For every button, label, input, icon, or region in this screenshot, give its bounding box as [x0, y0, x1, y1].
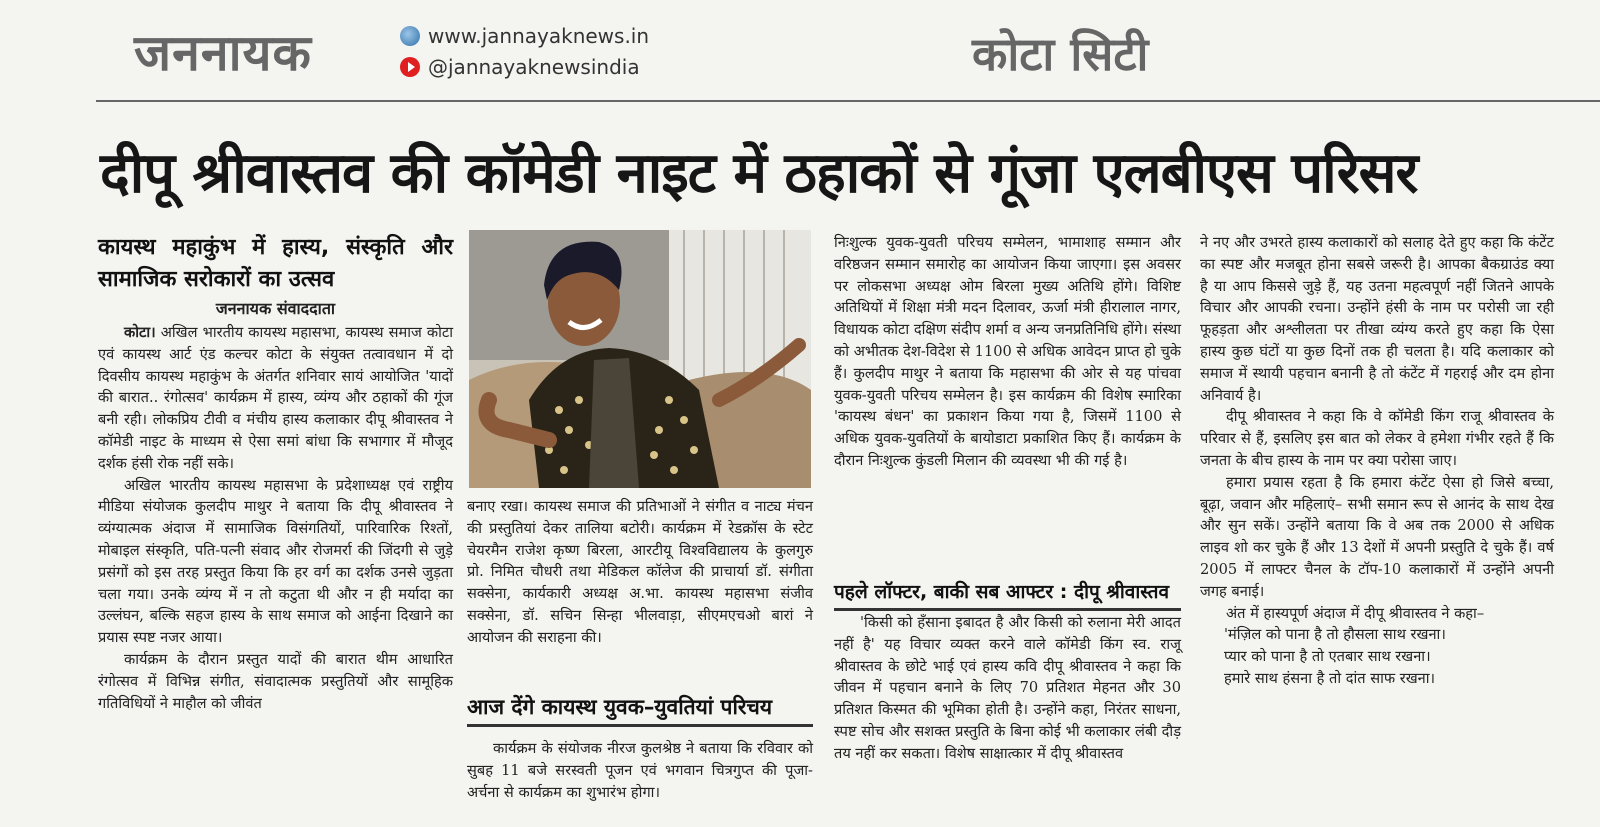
contact-info	[400, 20, 649, 82]
paragraph-9: दीपू श्रीवास्तव ने कहा कि वे कॉमेडी किंग राजू श्रीवास्तव के परिवार से हैं, इसलिए इस बात को लेकर वे हमेशा गंभीर रहते हैं कि जनता के बीच हास्य के नाम पर क्या परोसा जाए।	[1200, 408, 1554, 469]
globe-icon	[400, 26, 420, 46]
youtube-icon	[400, 57, 420, 77]
paragraph-10: हमारा प्रयास रहता है कि हमारा कंटेंट ऐसा हो जिसे बच्चा, बूढ़ा, जवान और महिलाएं– सभी समान रूप से आनंद के साथ देख और सुन सकें। उन्होंने बताया कि वे अब तक 2000 से अधिक लाइव शो कर चुके हैं और 13 देशों में अपनी प्रस्तुति दे चुके हैं। वर्ष 2005 में लाफ्टर चैनल के टॉप-10 कलाकारों में उन्होंने अपनी जगह बनाई।	[1200, 473, 1554, 600]
poem-line-3: हमारे साथ हंसना है तो दांत साफ रखना।	[1224, 669, 1436, 687]
paragraph-3: कार्यक्रम के दौरान प्रस्तुत यादों की बारात थीम आधारित रंगोत्सव में विभिन्न संगीत, संवादात्मक प्रस्तुतियों और सामूहिक गतिविधियों ने माहौल को जीवंत	[98, 650, 453, 712]
column-3-bottom	[834, 612, 1181, 765]
subheading-3: पहले लॉफ्टर, बाकी सब आफ्टर : दीपू श्रीवास्तव	[834, 576, 1181, 611]
masthead-divider	[96, 100, 1600, 102]
subheading-2: आज देंगे कायस्थ युवक–युवतियां परिचय	[467, 690, 813, 727]
comedian-photo-illustration	[469, 230, 811, 488]
column-1	[98, 232, 453, 714]
website-link[interactable]: www.jannayaknews.in	[428, 23, 650, 48]
column-2-bottom	[467, 738, 813, 803]
paragraph-1: अखिल भारतीय कायस्थ महासभा, कायस्थ समाज कोटा एवं कायस्थ आर्ट एंड कल्चर कोटा के संयुक्त तत्वावधान में दो दिवसीय कायस्थ महाकुंभ के अंतर्गत शनिवार सायं आयोजित 'यादों की बारात.. रंगोत्सव' कार्यक्रम में हास्य, व्यंग्य और ठहाकों की गूंज बनी रही। लोकप्रिय टीवी व मंचीय हास्य कलाकार दीपू श्रीवास्तव ने कॉमेडी नाइट के माध्यम से ऐसा समां बांधा कि सभागार में मौजूद दर्शक हंसी रोक नहीं सके।	[98, 324, 454, 472]
column-4	[1200, 232, 1554, 690]
newspaper-name: जननायक	[134, 24, 312, 82]
byline: जननायक संवाददाता	[215, 299, 336, 318]
article-photo	[469, 230, 811, 488]
paragraph-2: अखिल भारतीय कायस्थ महासभा के प्रदेशाध्यक्ष एवं राष्ट्रीय मीडिया संयोजक कुलदीप माथुर ने बताया कि दीपू श्रीवास्तव ने व्यंग्यात्मक अंदाज में सामाजिक विसंगतियों, पारिवारिक रिश्तों, मोबाइल संस्कृति, पति-पत्नी संवाद और रोजमर्रा की जिंदगी से जुड़े प्रसंगों को इस तरह प्रस्तुत किया कि हर वर्ग का दर्शक उनसे जुड़ता चला गया। उनके व्यंग्य में न तो कटुता थी और न ही मर्यादा का उल्लंघन, बल्कि सहज हास्य के साथ समाज को आईना दिखाने का प्रयास स्पष्ट नजर आया।	[98, 476, 453, 647]
section-title: कोटा सिटी	[972, 27, 1149, 81]
dateline: कोटा।	[124, 324, 156, 341]
column-2	[467, 496, 813, 649]
poem-line-1: 'मंज़िल को पाना है तो हौसला साथ रखना।	[1224, 626, 1446, 644]
youtube-row	[400, 51, 649, 82]
masthead	[0, 0, 1600, 104]
youtube-handle[interactable]: @jannayaknewsindia	[428, 54, 640, 79]
website-row	[400, 20, 649, 51]
paragraph-7: 'किसी को हँसाना इबादत है और किसी को रुलाना मेरी आदत नहीं है' यह विचार व्यक्त करने वाले कॉमेडी किंग स्व. राजू श्रीवास्तव के छोटे भाई एवं हास्य कवि दीपू श्रीवास्तव ने कहा कि जीवन में पहचान बनाने के लिए 70 प्रतिशत मेहनत और 30 प्रतिशत किस्मत की भूमिका होती है। उन्होंने कहा, निरंतर साधना, स्पष्ट सोच और सशक्त प्रस्तुति के बिना कोई भी कलाकार लंबी दौड़ तय नहीं कर सकता। विशेष साक्षात्कार में दीपू श्रीवास्तव	[834, 614, 1181, 762]
paragraph-5: कार्यक्रम के संयोजक नीरज कुलश्रेष्ठ ने बताया कि रविवार को सुबह 11 बजे सरस्वती पूजन एवं भगवान चित्रगुप्त की पूजा-अर्चना से कार्यक्रम का शुभारंभ होगा।	[467, 740, 813, 801]
poem-line-2: प्यार को पाना है तो एतबार साथ रखना।	[1224, 648, 1431, 666]
paragraph-11: अंत में हास्यपूर्ण अंदाज में दीपू श्रीवास्तव ने कहा–	[1226, 604, 1485, 622]
column-3	[834, 232, 1181, 472]
paragraph-6: निःशुल्क युवक-युवती परिचय सम्मेलन, भामाशाह सम्मान और वरिष्ठजन सम्मान समारोह का आयोजन किया जाएगा। इस अवसर पर लोकसभा अध्यक्ष ओम बिरला मुख्य अतिथि होंगे। विशिष्ट अतिथियों में शिक्षा मंत्री मदन दिलावर, ऊर्जा मंत्री हीरालाल नागर, विधायक कोटा दक्षिण संदीप शर्मा व अन्य जनप्रतिनिधि होंगे। संस्था को अभीतक देश-विदेश से 1100 से अधिक आवेदन प्राप्त हो चुके हैं। कुलदीप माथुर ने बताया कि महासभा की ओर से यह पांचवा युवक-युवती परिचय सम्मेलन है। इस कार्यक्रम की विशेष स्मारिका 'कायस्थ बंधन' का प्रकाशन किया गया है, जिसमें 1100 से अधिक युवक-युवतियों के बायोडाटा प्रकाशित किए हैं। कार्यक्रम के दौरान निःशुल्क कुंडली मिलान की व्यवस्था भी की गई है।	[834, 234, 1181, 469]
paragraph-8: ने नए और उभरते हास्य कलाकारों को सलाह देते हुए कहा कि कंटेंट का स्पष्ट और मजबूत होना सबसे जरूरी है। आपका बैकग्राउंड क्या है या आप किससे जुड़े हैं, यह उतना महत्वपूर्ण नहीं जितने आपके विचार और आपकी रचना। उन्होंने हंसी के नाम पर परोसी जा रही फूहड़ता और अश्लीलता पर तीखा व्यंग्य करते हुए कहा कि ऐसा हास्य कुछ घंटों या कुछ दिनों तक ही चलता है। यदि कलाकार को समाज में स्थायी पहचान बनानी है तो कंटेंट में गहराई और दम होना अनिवार्य है।	[1200, 234, 1554, 404]
article-subheading: कायस्थ महाकुंभ में हास्य, संस्कृति और सामाजिक सरोकारों का उत्सव	[98, 235, 453, 292]
paragraph-4: बनाए रखा। कायस्थ समाज की प्रतिभाओं ने संगीत व नाट्य मंचन की प्रस्तुतियां देकर तालिया बटोरी। कार्यक्रम में रेडक्रॉस के स्टेट चेयरमैन राजेश कृष्ण बिरला, आरटीयू विश्वविद्यालय के कुलगुरु प्रो. निमित चौधरी तथा मेडिकल कॉलेज की प्राचार्या डॉ. संगीता सक्सेना, कार्यकारी अध्यक्ष अ.भा. कायस्थ महासभा संजीव सक्सेना, डॉ. सचिन सिन्हा भीलवाड़ा, सीएमएचओ बारां ने आयोजन की सराहना की।	[467, 498, 813, 646]
headline: दीपू श्रीवास्तव की कॉमेडी नाइट में ठहाकों से गूंजा एलबीएस परिसर	[100, 141, 1418, 206]
